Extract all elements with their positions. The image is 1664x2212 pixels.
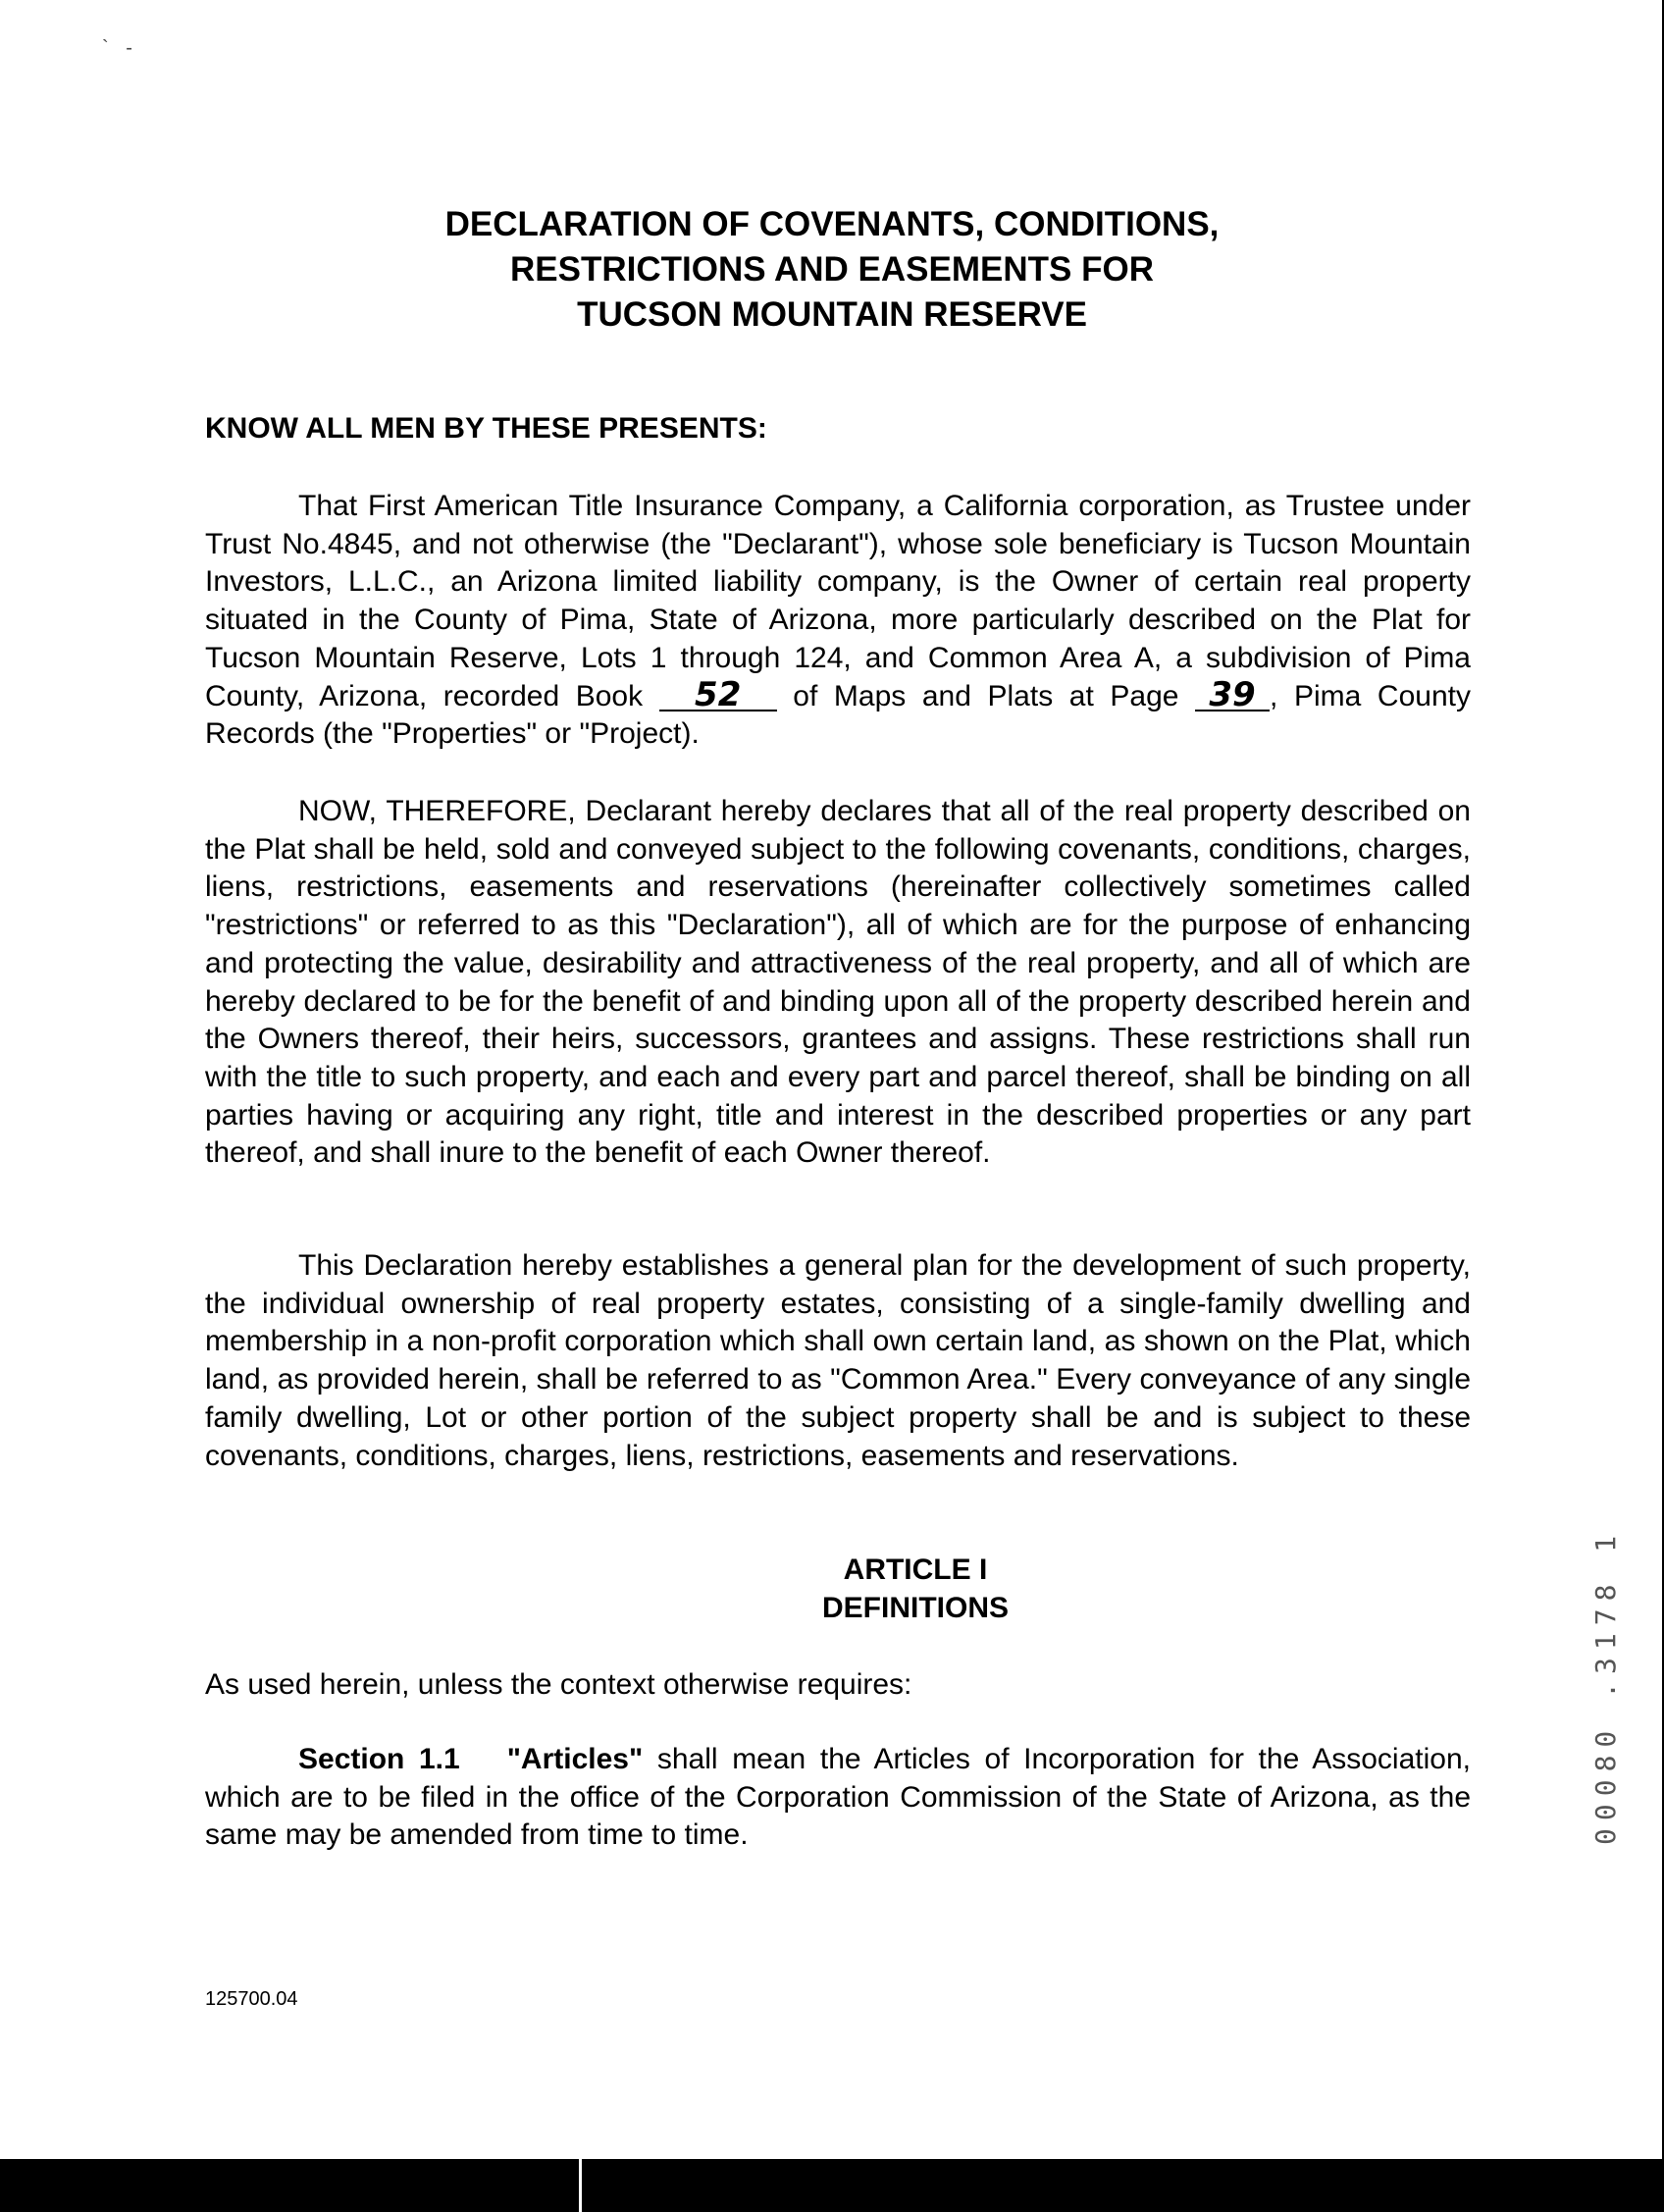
scan-bottom-gap [579,2159,582,2212]
title-line-2: RESTRICTIONS AND EASEMENTS FOR [510,250,1154,289]
article-number: ARTICLE I [843,1554,988,1586]
paragraph-general-plan-text: This Declaration hereby establishes a general plan for the development of such property, the individual ownership of real property estates, consisting of a single-family dwelling and membership in a non-profit corporation which shall own certain land, as shown on the Plat, which land, as provided herein, shall be referred to as "Common Area." Every conveyance of any single family dwelling, Lot or other portion of the subject property shall be and is subject to these covenants, conditions, charges, liens, restrictions, easements and reservations. [205,1249,1471,1472]
title-line-3: TUCSON MOUNTAIN RESERVE [577,295,1087,334]
handwritten-book-number: 52 [659,680,777,711]
recording-stamp: 00080 .3178 1 [1589,1527,1622,1845]
know-all-men-heading: KNOW ALL MEN BY THESE PRESENTS: [205,412,767,445]
scan-bottom-bar [0,2159,1664,2212]
section-1-1-label: Section 1.1 [298,1743,460,1775]
paragraph-declarant-part2: of Maps and Plats at Page [793,679,1179,712]
section-1-1-term: "Articles" [506,1743,644,1775]
paragraph-now-therefore-text: NOW, THEREFORE, Declarant hereby declares that all of the real property described on the Plat shall be held, sold and conveyed subject to the following covenants, conditions, charges, liens, restrictions, easements and reservations (hereinafter collectively sometimes called "restrictions" or referred to as this "Declaration"), all of which are for the purpose of enhancing and protecting the value, desirability and attractiveness of the real property, and all of which are hereby declared to be for the benefit of and binding upon all of the property described herein and the Owners thereof, their heirs, successors, grantees and assigns. These restrictions shall run with the title to such property, and each and every part and parcel thereof, shall be binding on all parties having or acquiring any right, title and interest in the described properties or any part thereof, and shall inure to the benefit of each Owner thereof. [205,795,1471,1170]
section-1-1-text: shall mean the Articles of Incorporation for the Association, which are to be filed in the office of the Corporation Commission of the State of Arizona, as the same may be amended from time to time. [205,1743,1471,1852]
handwritten-page-number: 39 [1195,680,1270,711]
paragraph-declarant [205,488,1471,754]
section-1-1 [205,1741,1471,1855]
as-used-herein: As used herein, unless the context otherwise requires: [205,1668,912,1701]
scan-specks: ` - [102,37,138,59]
paragraph-declarant-part1: That First American Title Insurance Company, a California corporation, as Trustee under Trust No.4845, and not otherwise (the "Declarant"), whose sole beneficiary is Tucson Mountain Investors, L.L.C., an Arizona limited liability company, is the Owner of certain real property situated in the County of Pima, State of Arizona, more particularly described on the Plat for Tucson Mountain Reserve, Lots 1 through 124, and Common Area A, a subdivision of Pima County, Arizona, recorded Book [205,490,1471,712]
title-line-1: DECLARATION OF COVENANTS, CONDITIONS, [444,205,1220,243]
paragraph-declarant-part3: , Pima County Records (the "Properties" or "Project). [205,679,1471,751]
paragraph-general-plan [205,1247,1471,1475]
article-title: DEFINITIONS [821,1592,1009,1624]
document-title [0,202,1664,338]
footer-document-number: 125700.04 [205,1988,298,2010]
paragraph-now-therefore [205,793,1471,1173]
article-heading [0,1551,1664,1627]
